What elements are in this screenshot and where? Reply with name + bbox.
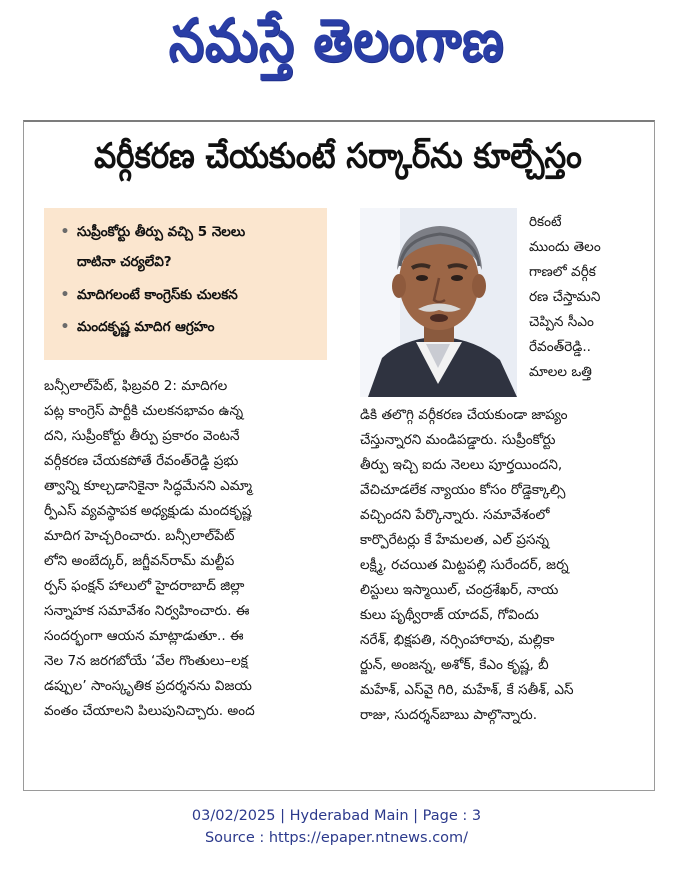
body-line: బన్సీలాల్‌పేట్, ఫిబ్రవరి 2: మాదిగల: [44, 378, 228, 394]
body-line: కులు పృథ్వీరాజ్ యాదవ్, గోవిందు: [360, 607, 539, 623]
body-line: రణ చేస్తామని: [529, 289, 601, 305]
body-line: నెల 7న జరగబోయే ‘వేల గొంతులు–లక్ష: [44, 653, 248, 669]
footer-date-edition: 03/02/2025 | Hyderabad Main | Page : 3: [191, 808, 482, 824]
highlights-box: [44, 208, 327, 360]
bullet-icon: •: [60, 319, 70, 335]
body-line: ర్పీఎస్ వ్యవస్థాపక అధ్యక్షుడు మందకృష్ణ: [44, 503, 252, 519]
body-line: లోని అంబేద్కర్, జగ్జీవన్‌రామ్ మల్టీప: [44, 553, 235, 569]
body-line: త్వాన్ని కూల్చడానికైనా సిద్ధమేనని ఎమ్మా: [44, 478, 252, 494]
body-line: డప్పుల’ సాంస్కృతిక ప్రదర్శనను విజయ: [44, 678, 252, 694]
highlight-text: దాటినా చర్యలేవి?: [77, 254, 172, 270]
highlight-text: మందకృష్ణ మాదిగ ఆగ్రహం: [77, 319, 215, 335]
highlight-text: సుప్రీంకోర్టు తీర్పు వచ్చి 5 నెలలు: [77, 224, 246, 240]
newspaper-logo: నమస్తే తెలంగాణ: [168, 6, 505, 75]
body-line: నరేశ్, భిక్షపతి, నర్సింహారావు, మల్లికా: [360, 632, 555, 648]
body-line: లిస్టులు ఇస్మాయిల్, చంద్రశేఖర్, నాయ: [360, 582, 559, 598]
body-line: రాజు, సుదర్శన్‌బాబు పాల్గొన్నారు.: [360, 707, 538, 723]
body-line: వేచిచూడలేక న్యాయం కోసం రోడ్డెక్కాల్సి: [360, 482, 566, 498]
body-line: డికి తలొగ్గి వర్గీకరణ చేయకుండా జాప్యం: [360, 407, 568, 423]
body-line: ముందు తెలం: [529, 239, 601, 255]
body-line: వంతం చేయాలని పిలుపునిచ్చారు. అంద: [44, 703, 255, 719]
body-line: సన్నాహక సమావేశం నిర్వహించారు. ఈ: [44, 603, 250, 619]
masthead: [0, 0, 673, 110]
portrait-photo: [360, 208, 517, 397]
body-line: గాణలో వర్గీక: [529, 264, 596, 280]
bullet-icon: •: [60, 287, 70, 303]
body-line: చేస్తున్నారని మండిపడ్డారు. సుప్రీంకోర్టు: [360, 432, 556, 448]
body-line: వర్గీకరణ చేయకపోతే రేవంత్‌రెడ్డి ప్రభు: [44, 453, 239, 469]
body-line: తీర్పు ఇచ్చి ఐదు నెలలు పూర్తయిందని,: [360, 457, 563, 473]
article-headline: వర్గీకరణ చేయకుంటే సర్కార్‌ను కూల్చేస్తం: [94, 136, 582, 177]
portrait-illustration: [360, 208, 517, 397]
body-line: దని, సుప్రీంకోర్టు తీర్పు ప్రకారం వెంటనే: [44, 428, 240, 444]
article-clipping: [23, 120, 655, 791]
body-line: మాలల ఒత్తి: [529, 364, 592, 380]
body-line: పట్ల కాంగ్రెస్ పార్టీకి చులకనభావం ఉన్న: [44, 403, 244, 419]
body-line: రేవంత్‌రెడ్డి..: [529, 339, 591, 355]
body-line: లక్ష్మీ, రచయిత మిట్టపల్లి సురేందర్, జర్న: [360, 557, 569, 573]
body-line: వచ్చిందని పేర్కొన్నారు. సమావేశంలో: [360, 507, 550, 523]
body-line: మహేశ్, ఎస్‌వై గిరి, మహేశ్, కే సతీశ్, ఎస్: [360, 682, 574, 698]
body-line: సందర్భంగా ఆయన మాట్లాడుతూ.. ఈ: [44, 628, 244, 644]
body-line: ర్పస్ ఫంక్షన్ హాలులో హైదరాబాద్ జిల్లా: [44, 578, 245, 594]
body-line: రికంటే: [529, 214, 562, 230]
body-line: మాదిగ హెచ్చరించారు. బన్సీలాల్‌పేట్: [44, 528, 235, 544]
footer-source: Source : https://epaper.ntnews.com/: [204, 830, 469, 846]
body-line: చెప్పిన సీఎం: [529, 314, 594, 330]
highlight-text: మాదిగలంటే కాంగ్రెస్‌కు చులకన: [77, 287, 238, 303]
body-line: ర్జున్, అంజన్న, అశోక్, కేఎం కృష్ణ, బీ: [360, 657, 549, 673]
bullet-icon: •: [60, 224, 70, 240]
body-line: కార్పొరేటర్లు కే హేమలత, ఎల్ ప్రసన్న: [360, 532, 550, 548]
